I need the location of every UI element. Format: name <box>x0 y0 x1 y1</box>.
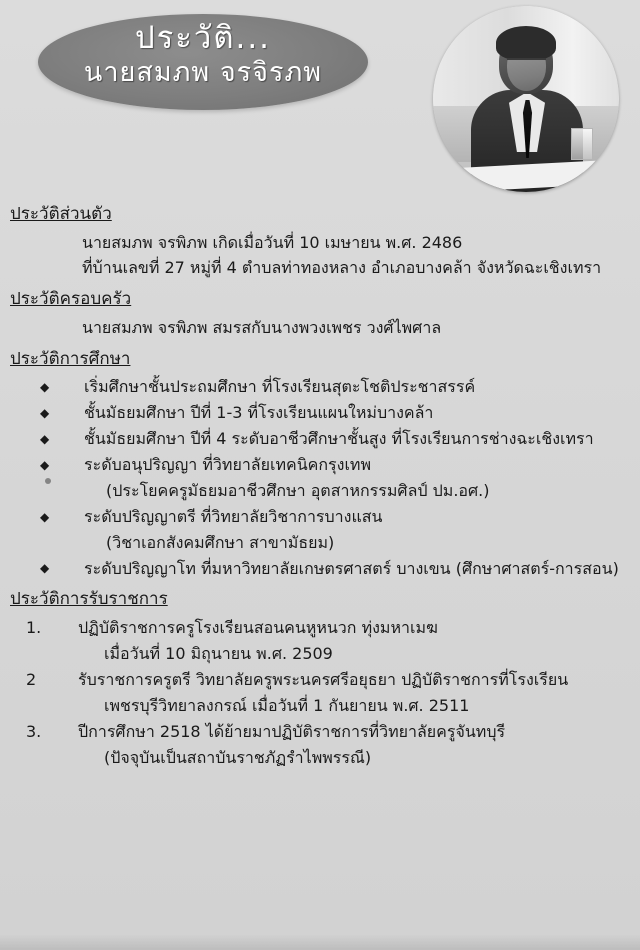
family-line-1: นายสมภพ จรพิภพ สมรสกับนางพวงเพชร วงศ์ไพศาล <box>82 317 442 337</box>
service-item-2-number: 2 <box>26 669 37 689</box>
personal-line-2: ที่บ้านเลขที่ 27 หมู่ที่ 4 ตำบลท่าทองหลาง อำเภอบางคล้า จังหวัดฉะเชิงเทรา <box>82 258 602 278</box>
diamond-bullet-icon: ◆ <box>40 561 50 576</box>
document-title <box>38 22 368 87</box>
title-line-2: นายสมภพ จรจิรภพ <box>83 56 323 88</box>
education-item-5 <box>8 504 632 530</box>
section-heading-service: ประวัติการรับราชการ <box>10 589 168 610</box>
personal-line-1: นายสมภพ จรพิภพ เกิดเมื่อวันที่ 10 เมษายน พ.ศ. 2486 <box>82 232 463 252</box>
education-item-5-text: ระดับปริญญาตรี ที่วิทยาลัยวิชาการบางแสน <box>84 506 383 526</box>
portrait-water-glass <box>571 128 593 160</box>
education-item-4 <box>8 452 632 478</box>
service-item-1-note: เมื่อวันที่ 10 มิถุนายน พ.ศ. 2509 <box>104 643 333 663</box>
service-item-2-text: รับราชการครูตรี วิทยาลัยครูพระนครศรีอยุธยา ปฏิบัติราชการที่โรงเรียน <box>78 669 569 689</box>
service-item-1-number: 1. <box>26 617 42 637</box>
page-bottom-shadow <box>0 934 640 950</box>
education-item-2-text: ชั้นมัธยมศึกษา ปีที่ 1-3 ที่โรงเรียนแผนใหม่บางคล้า <box>84 403 434 423</box>
education-item-1 <box>8 374 632 400</box>
section-heading-family: ประวัติครอบครัว <box>10 289 132 310</box>
education-item-3-text: ชั้นมัธยมศึกษา ปีที่ 4 ระดับอาชีวศึกษาชั้นสูง ที่โรงเรียนการช่างฉะเชิงเทรา <box>84 429 594 449</box>
portrait-photo <box>433 6 619 192</box>
education-item-3 <box>8 426 632 452</box>
section-heading-education: ประวัติการศึกษา <box>10 348 131 369</box>
diamond-bullet-icon: ◆ <box>40 380 50 394</box>
service-item-1-text: ปฏิบัติราชการครูโรงเรียนสอนคนหูหนวก ทุ่งมหาเมฆ <box>78 617 438 637</box>
diamond-bullet-icon: ◆ <box>40 457 50 472</box>
document-body <box>0 196 640 770</box>
education-item-2 <box>8 400 632 426</box>
education-item-6 <box>8 556 632 582</box>
service-item-3-note: (ปัจจุบันเป็นสถาบันราชภัฏรำไพพรรณี) <box>104 747 372 767</box>
service-item-1 <box>8 615 632 641</box>
education-item-6-text: ระดับปริญญาโท ที่มหาวิทยาลัยเกษตรศาสตร์ บางเขน (ศึกษาศาสตร์-การสอน) <box>84 558 619 578</box>
diamond-bullet-icon: ◆ <box>40 405 50 420</box>
portrait-hair <box>496 26 556 60</box>
education-item-4-text: ระดับอนุปริญญา ที่วิทยาลัยเทคนิคกรุงเทพ <box>84 454 371 474</box>
education-item-4-note: (ประโยคครูมัธยมอาชีวศึกษา อุตสาหกรรมศิลป์ ปม.อศ.) <box>106 480 490 500</box>
stray-mark <box>45 478 51 484</box>
diamond-bullet-icon: ◆ <box>40 431 50 446</box>
education-item-5-note: (วิชาเอกสังคมศึกษา สาขามัธยม) <box>106 532 335 552</box>
document-header <box>0 0 640 200</box>
service-item-3 <box>8 719 632 745</box>
service-item-3-text: ปีการศึกษา 2518 ได้ย้ายมาปฏิบัติราชการที่วิทยาลัยครูจันทบุรี <box>78 721 506 741</box>
title-line-1: ประวัติ... <box>134 20 272 56</box>
section-heading-personal: ประวัติส่วนตัว <box>10 204 112 224</box>
service-item-2-note: เพชรบุรีวิทยาลงกรณ์ เมื่อวันที่ 1 กันยายน พ.ศ. 2511 <box>104 695 470 715</box>
service-item-2 <box>8 667 632 693</box>
service-item-3-number: 3. <box>26 721 42 741</box>
portrait-glasses <box>507 58 546 68</box>
education-item-1-text: เริ่มศึกษาชั้นประถมศึกษา ที่โรงเรียนสุตะโชติประชาสรรค์ <box>84 377 476 397</box>
diamond-bullet-icon: ◆ <box>40 509 50 524</box>
